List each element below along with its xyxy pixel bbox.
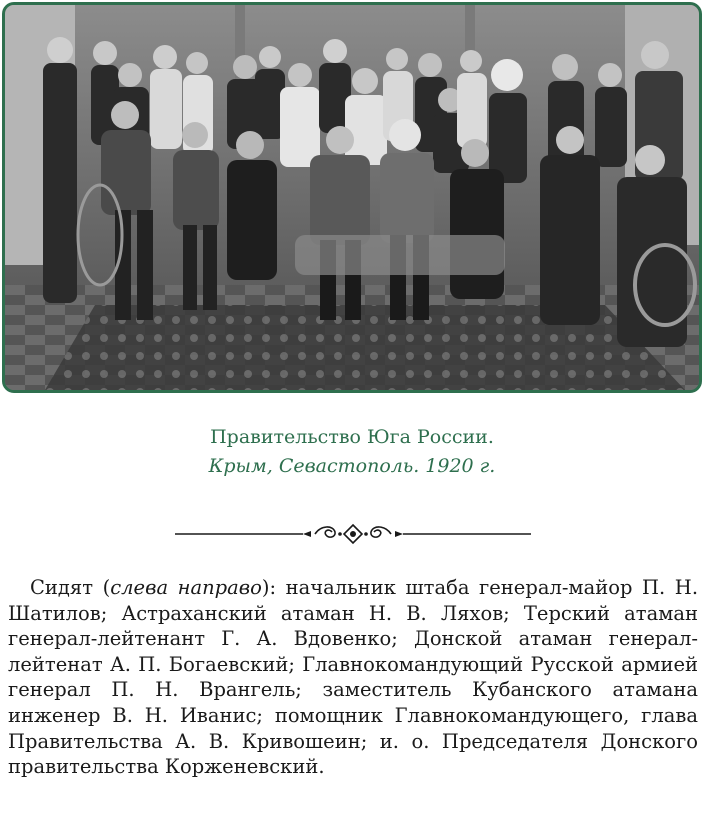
group-portrait-photo bbox=[2, 2, 702, 393]
photo-description-paragraph bbox=[8, 575, 698, 780]
divider-flourish-icon bbox=[175, 522, 531, 546]
paragraph-italic-direction: слева направо bbox=[110, 576, 262, 599]
photo-illustration bbox=[5, 5, 699, 390]
photo-caption-title: Правительство Юга России. bbox=[210, 426, 494, 448]
paragraph-lead: Сидят ( bbox=[30, 576, 111, 599]
paragraph-people-list: ): начальник штаба генерал-майор П. Н. Шатилов; Астраханский атаман Н. В. Ляхов; Терский атаман генерал-лейтенант Г. А. Вдовенко; Донской атаман генерал-лейтенат А. П. Богаевский; Главнокомандующий Русской армией генерал П. Н. Врангель; заместитель Кубанского атамана инженер В. Н. Иванис; помощник Главнокомандующего, глава Правительства А. В. Кривошеин; и. о. Председателя Донского правительства Корженевский. bbox=[8, 576, 699, 779]
photo-caption-place-date: Крым, Севастополь. 1920 г. bbox=[208, 455, 496, 477]
